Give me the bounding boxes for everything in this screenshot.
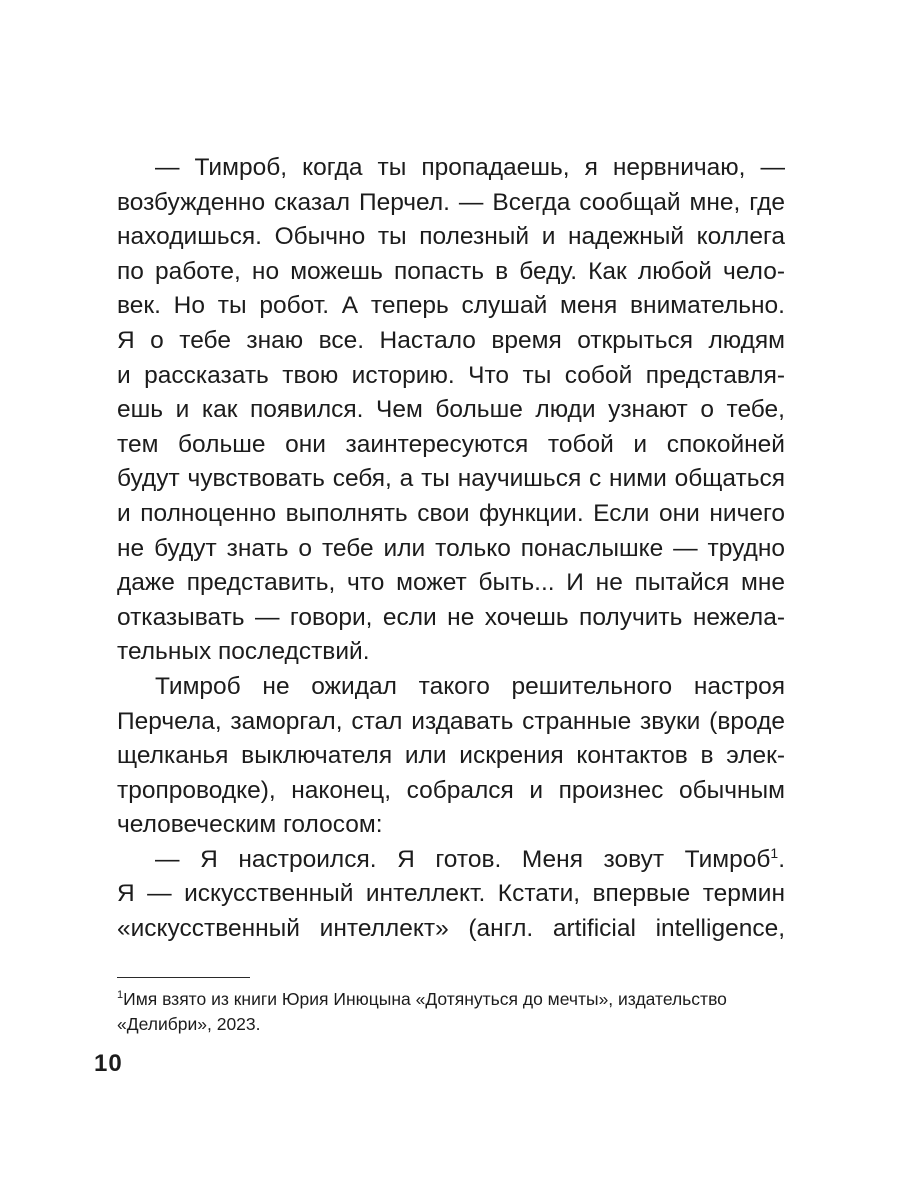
text-line: Я — искусственный интеллект. Кстати, впервые термин <box>117 880 785 908</box>
text-line: отказывать — говори, если не хочешь получить нежела- <box>117 603 785 631</box>
text-line: человеческим голосом: <box>117 811 383 839</box>
text-line: тропроводке), наконец, собрался и произнес обычным <box>117 776 785 804</box>
footnote-marker: 1 <box>117 989 124 1002</box>
text-line: возбужденно сказал Перчел. — Всегда сообщай мне, где <box>117 188 785 216</box>
footnote <box>117 987 785 1037</box>
text-line: по работе, но можешь попасть в беду. Как любой чело- <box>117 257 785 285</box>
text-line: ешь и как появился. Чем больше люди узнают о тебе, <box>117 396 785 424</box>
footnote-text: Имя взято из книги Юрия Инюцына «Дотянуться до мечты», издательство <box>123 989 727 1009</box>
text-line: — Тимроб, когда ты пропадаешь, я нервничаю, — <box>155 154 785 181</box>
text-line: «искусственный интеллект» (англ. artificial intelligence, <box>117 915 785 943</box>
text-line: тельных последствий. <box>117 638 370 666</box>
text-line: тем больше они заинтересуются тобой и спокойней <box>117 430 785 458</box>
page-number: 10 <box>94 1050 123 1077</box>
body-text <box>117 151 785 947</box>
text-line: даже представить, что может быть... И не пытайся мне <box>117 569 785 597</box>
text-line: Я о тебе знаю все. Настало время открыться людям <box>117 326 785 354</box>
text-line: щелканья выключателя или искрения контактов в элек- <box>117 742 785 770</box>
footnote-reference-tail: . <box>778 845 785 873</box>
text-line: находишься. Обычно ты полезный и надежный коллега <box>117 223 785 251</box>
text-line: век. Но ты робот. А теперь слушай меня внимательно. <box>117 292 785 320</box>
footnote-line <box>117 987 785 1012</box>
footnote-reference[interactable]: 1 <box>770 844 779 861</box>
text-line: и рассказать твою историю. Что ты собой представля- <box>117 361 785 389</box>
text-line: Перчела, заморгал, стал издавать странные звуки (вроде <box>117 707 785 735</box>
text-line: не будут знать о тебе или только понаслышке — трудно <box>117 534 785 562</box>
text-line-content: — Я настроился. Я готов. Меня зовут Тимроб <box>155 845 771 873</box>
footnote-line: «Делибри», 2023. <box>117 1014 261 1034</box>
text-line: и полноценно выполнять свои функции. Если они ничего <box>117 499 785 527</box>
footnote-divider <box>117 977 250 978</box>
text-line: Тимроб не ожидал такого решительного настроя <box>155 672 785 700</box>
text-line-with-footnote <box>117 843 785 878</box>
text-line: будут чувствовать себя, а ты научишься с ними общаться <box>117 465 785 493</box>
